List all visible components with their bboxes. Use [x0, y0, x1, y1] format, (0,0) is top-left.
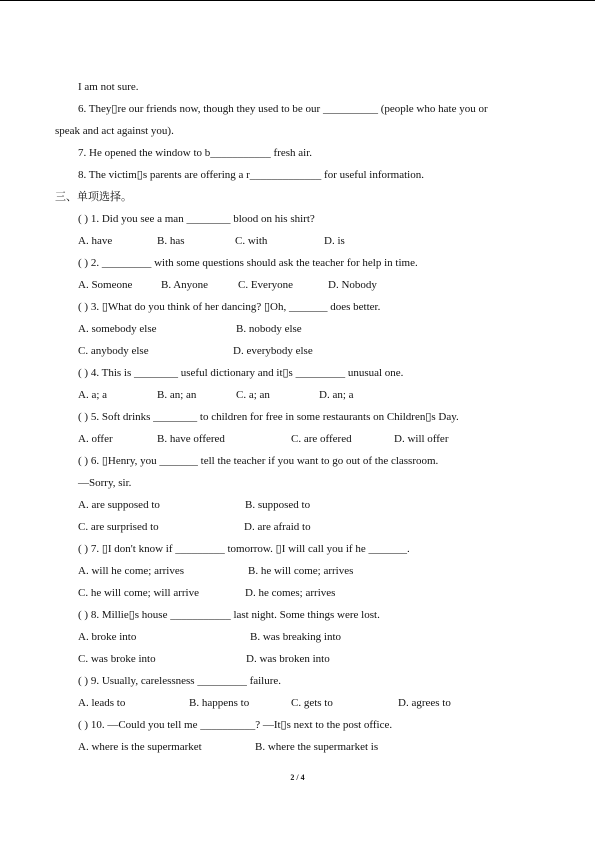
answer-line: I am not sure. [78, 81, 139, 93]
option-b: B. nobody else [236, 323, 302, 335]
option-c: C. are offered [291, 433, 352, 445]
question-4: ( ) 4. This is ________ useful dictionary and it▯s _________ unusual one. [78, 367, 404, 379]
option-b: B. where the supermarket is [255, 741, 379, 753]
option-a: A. will he come; arrives [78, 565, 184, 577]
option-c: C. are surprised to [78, 521, 159, 533]
question-6-reply: —Sorry, sir. [78, 477, 132, 489]
option-a: A. where is the supermarket [78, 741, 202, 753]
option-c: C. was broke into [78, 653, 156, 665]
option-b: B. supposed to [245, 499, 311, 511]
option-c: C. gets to [291, 697, 333, 709]
option-a: A. are supposed to [78, 499, 160, 511]
question-9: ( ) 9. Usually, carelessness _________ failure. [78, 675, 282, 687]
option-d: D. are afraid to [244, 521, 311, 533]
question-8: ( ) 8. Millie▯s house ___________ last night. Some things were lost. [78, 609, 380, 621]
question-10: ( ) 10. —Could you tell me __________? —It▯s next to the post office. [78, 719, 393, 731]
question-2: ( ) 2. _________ with some questions should ask the teacher for help in time. [78, 257, 418, 269]
option-d: D. everybody else [233, 345, 313, 357]
fill-question-7: 7. He opened the window to b___________ fresh air. [78, 147, 313, 159]
option-b: B. happens to [189, 697, 250, 709]
option-d: D. is [324, 235, 345, 247]
option-d: D. Nobody [328, 279, 377, 291]
option-a: A. offer [78, 433, 113, 445]
section-heading: 三、单项选择。 [55, 191, 132, 203]
question-7: ( ) 7. ▯I don't know if _________ tomorrow. ▯I will call you if he _______. [78, 543, 410, 555]
option-c: C. a; an [236, 389, 270, 401]
option-b: B. has [157, 235, 185, 247]
option-a: A. somebody else [78, 323, 157, 335]
option-d: D. agrees to [398, 697, 451, 709]
option-b: B. was breaking into [250, 631, 342, 643]
option-b: B. an; an [157, 389, 197, 401]
option-d: D. was broken into [246, 653, 330, 665]
fill-question-8: 8. The victim▯s parents are offering a r_____________ for useful information. [78, 169, 424, 181]
option-b: B. have offered [157, 433, 225, 445]
fill-question-6-continued: speak and act against you). [55, 125, 174, 137]
question-1: ( ) 1. Did you see a man ________ blood on his shirt? [78, 213, 315, 225]
page-top-border [0, 0, 595, 1]
option-c: C. anybody else [78, 345, 149, 357]
option-d: D. will offer [394, 433, 449, 445]
option-c: C. he will come; will arrive [78, 587, 199, 599]
option-a: A. Someone [78, 279, 133, 291]
question-5: ( ) 5. Soft drinks ________ to children for free in some restaurants on Children▯s Day. [78, 411, 459, 423]
question-3: ( ) 3. ▯What do you think of her dancing? ▯Oh, _______ does better. [78, 301, 381, 313]
question-6: ( ) 6. ▯Henry, you _______ tell the teacher if you want to go out of the classroom. [78, 455, 439, 467]
option-a: A. a; a [78, 389, 108, 401]
option-b: B. Anyone [161, 279, 209, 291]
fill-question-6: 6. They▯re our friends now, though they used to be our __________ (people who hate you or [78, 103, 488, 115]
option-a: A. leads to [78, 697, 126, 709]
option-c: C. with [235, 235, 268, 247]
option-a: A. broke into [78, 631, 137, 643]
option-a: A. have [78, 235, 113, 247]
option-b: B. he will come; arrives [248, 565, 354, 577]
option-d: D. he comes; arrives [245, 587, 336, 599]
page-number: 2 / 4 [290, 773, 305, 782]
option-d: D. an; a [319, 389, 354, 401]
option-c: C. Everyone [238, 279, 293, 291]
